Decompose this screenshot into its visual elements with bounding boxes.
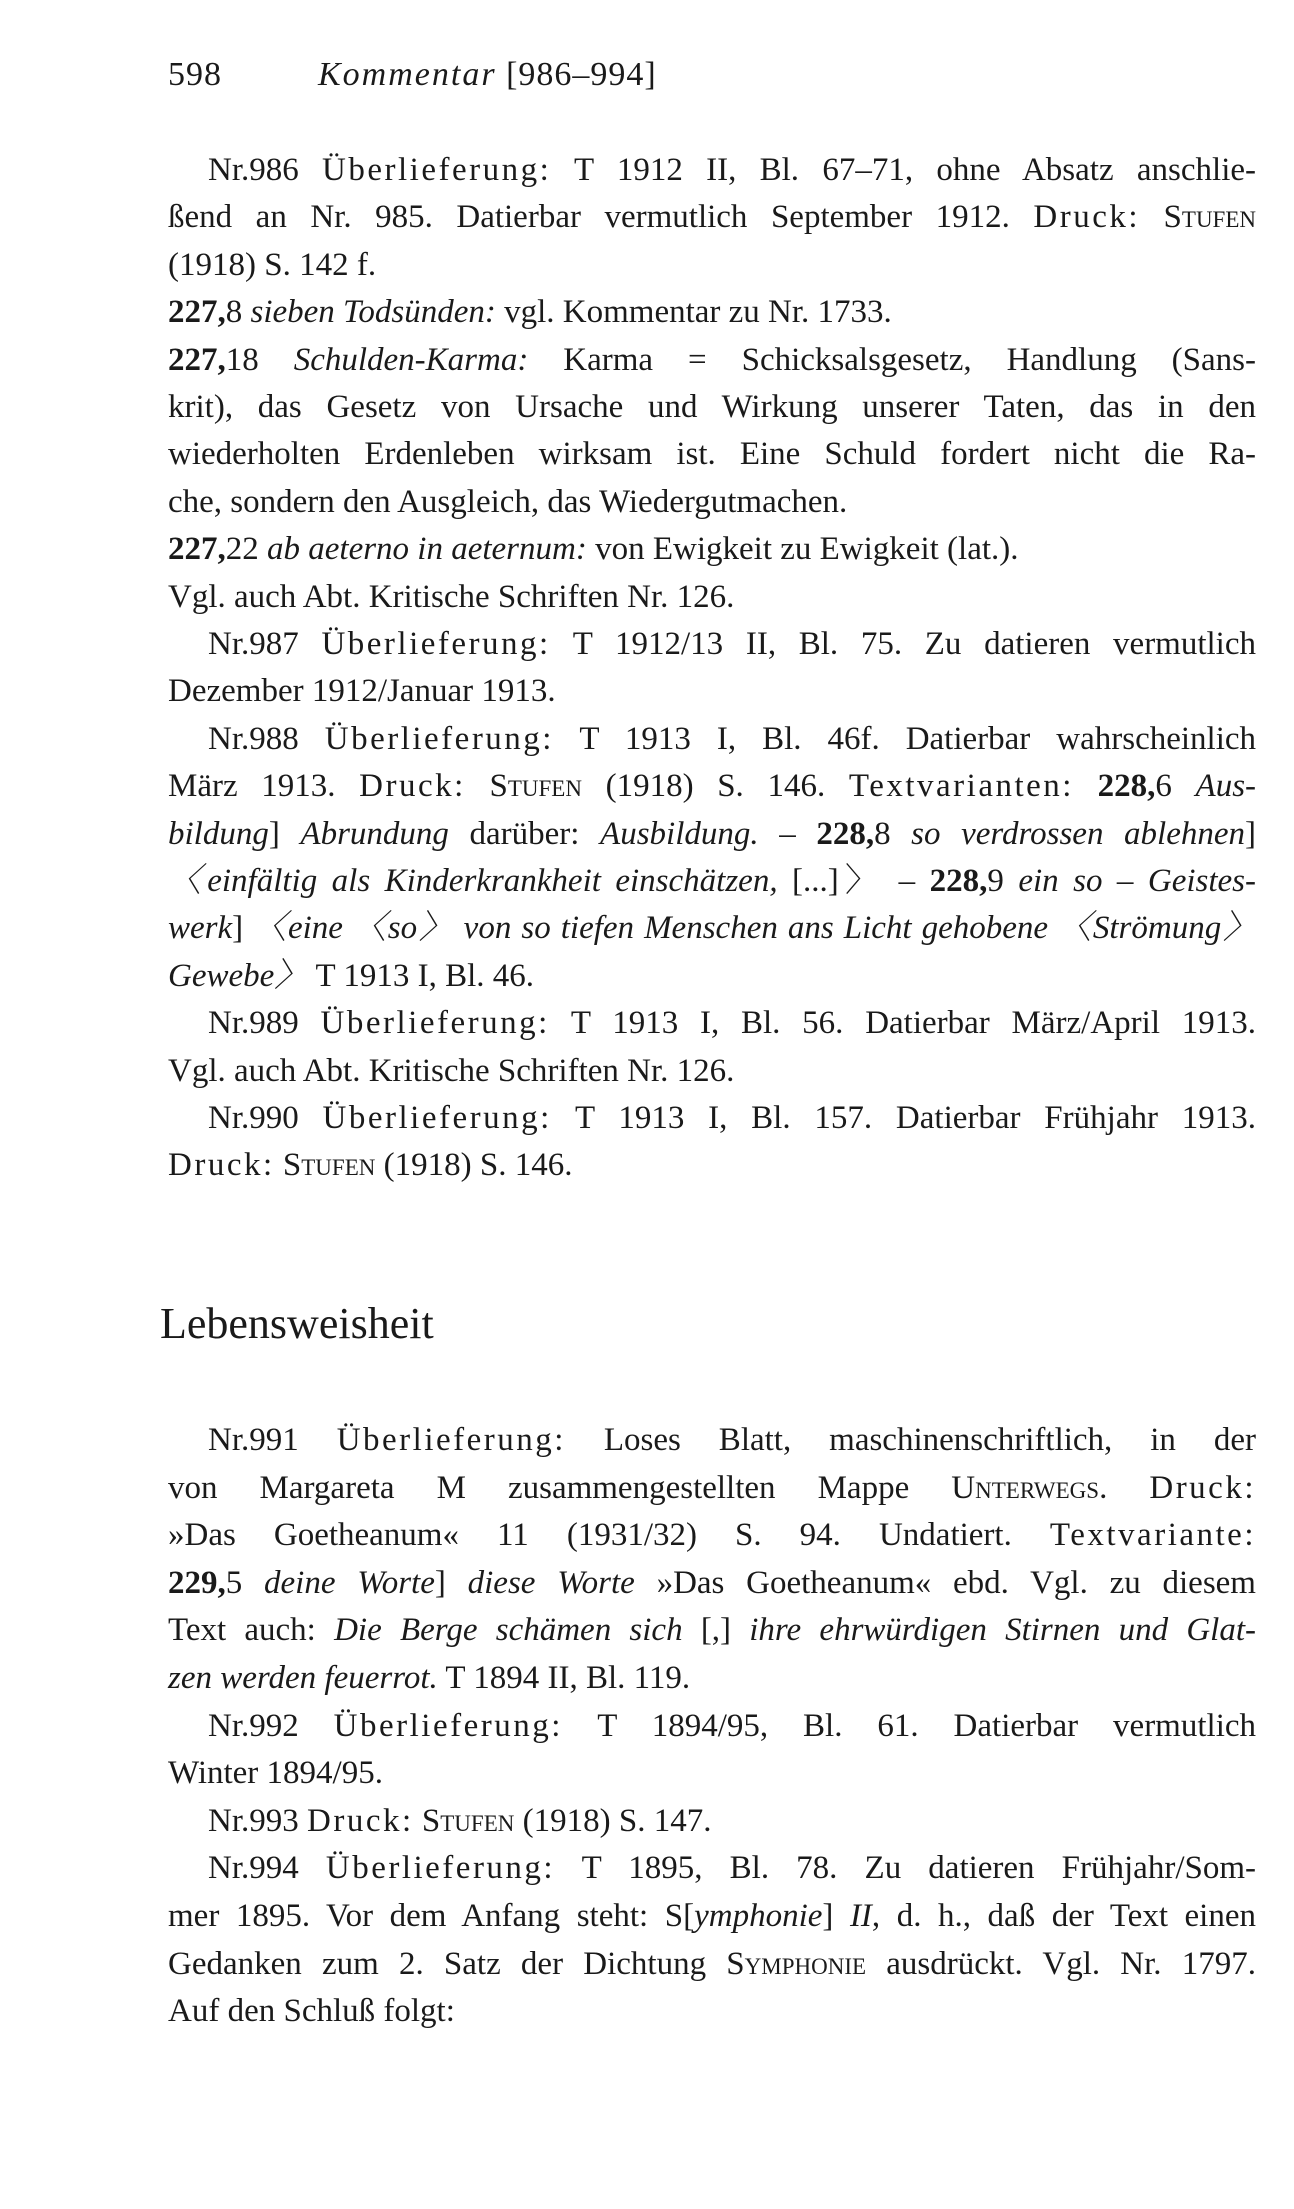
text-line [168,1706,1256,1746]
text-segment: 227, [168,531,226,568]
text-segment: [,] [700,1612,750,1649]
text-segment: Ausbildung. [600,815,759,852]
text-line [168,1563,1256,1603]
running-title: Kommentar [318,56,497,93]
text-segment: Nr.992 [208,1707,334,1744]
text-segment: T 1894 II, Bl. 119. [437,1660,691,1696]
text-segment: 5 [225,1564,265,1601]
text-segment: Überlieferung: [325,1850,556,1887]
text-segment: 228, [929,863,988,899]
text-segment: Druck: [1033,199,1141,236]
text-segment: so verdrossen ablehnen [911,815,1245,852]
text-segment: Stufen [1163,199,1257,236]
text-segment: (1918) S. 147. [514,1802,712,1839]
text-segment: . [1099,1469,1150,1506]
text-segment: 229, [168,1564,226,1601]
text-segment: 228, [816,815,875,852]
text-segment: krit), das Gesetz von Ursache und Wirkung unserer Taten, das in den [168,389,1256,425]
text-segment: – [758,815,817,852]
text-segment: ymphonie [694,1898,823,1934]
text-line [168,245,1256,285]
text-segment: Gedanken zum 2. Satz der Dichtung [168,1945,727,1982]
text-segment: T 1913 I, Bl. 56. Datierbar März/April 1913. [549,1005,1256,1042]
text-segment: Überlieferung: [322,1100,552,1136]
text-segment: , d. h., daß der Text einen [871,1898,1256,1934]
text-segment: II [849,1898,872,1934]
text-line [168,1944,1256,1984]
text-segment: »Das Goetheanum« 11 (1931/32) S. 94. Undatiert. [168,1517,1050,1554]
section-title: Lebensweisheit [160,1299,434,1348]
text-segment: Überlieferung: [324,720,554,757]
text-segment: ] [232,910,254,947]
text-line [168,1848,1256,1888]
text-segment: Nr.987 [208,626,322,662]
text-segment: T 1912 II, Bl. 67–71, ohne Absatz anschlie- [551,152,1257,188]
text-segment: [...]〉 – [792,863,930,899]
text-line [168,719,1256,759]
text-line [168,434,1256,474]
text-line [168,908,1256,948]
text-line [168,1658,1256,1698]
text-segment: sieben Todsünden: [250,294,496,331]
text-segment: zen werden feuerrot. [168,1660,438,1696]
text-segment: T 1895, Bl. 78. Zu datieren Frühjahr/Som- [555,1850,1256,1887]
text-segment: (1918) S. 146. [375,1147,573,1184]
text-segment: Unterwegs [951,1469,1100,1506]
text-segment: vgl. Kommentar zu Nr. 1733. [495,294,892,331]
text-line [168,1515,1256,1555]
text-segment: ab aeterno in aeternum: [267,531,587,568]
text-segment: 18 [225,341,294,378]
text-line [168,1145,1256,1185]
text-line [168,766,1256,806]
text-segment: 〈einfältig als Kinderkrankheit einschätzen, [168,863,793,899]
text-segment: ] [268,815,301,852]
text-segment: Dezember 1912/Januar 1913. [168,673,556,710]
text-segment: Karma = Schicksalsgesetz, Handlung (Sans- [528,341,1256,378]
entry-range: [986–994] [506,56,657,93]
text-line [168,1991,1256,2031]
text-segment: Vgl. auch Abt. Kritische Schriften Nr. 126. [168,578,735,615]
text-segment: von Ewigkeit zu Ewigkeit (lat.). [586,531,1019,568]
text-line [168,340,1256,380]
text-line [168,1003,1256,1043]
text-segment: Druck: [359,768,466,805]
text-segment: März 1913. [168,768,360,805]
text-segment: 8 [225,294,251,331]
page-number: 598 [168,56,222,93]
text-segment: Textvarianten: [848,768,1074,805]
text-segment: ] [434,1564,468,1601]
text-segment: Nr.991 [208,1422,337,1458]
text-segment: deine Worte [264,1564,435,1601]
text-segment: Druck: [307,1802,414,1839]
text-segment: 228, [1097,768,1156,805]
text-segment: wiederholten Erdenleben wirksam ist. Eine Schuld fordert nicht die Ra- [168,436,1256,473]
text-segment: Stufen [421,1802,515,1839]
text-segment: Überlieferung: [322,152,552,188]
text-segment: Nr.993 [208,1802,307,1839]
text-line [168,861,1256,901]
text-segment: Auf den Schluß folgt: [168,1993,455,2030]
text-segment: ßend an Nr. 985. Datierbar vermutlich September 1912. [168,199,1034,236]
text-segment: Vgl. auch Abt. Kritische Schriften Nr. 126. [168,1052,735,1089]
text-segment: mer 1895. Vor dem Anfang steht: S[ [168,1898,695,1934]
text-segment: bildung [168,815,269,852]
text-segment: diese Worte [467,1564,635,1601]
text-segment: 8 [874,815,912,852]
text-segment: T 1912/13 II, Bl. 75. Zu datieren vermutlich [550,626,1256,662]
text-line [168,624,1256,664]
text-segment: Text auch: [168,1612,335,1649]
text-line [168,956,1256,996]
text-segment: Überlieferung: [336,1422,566,1458]
text-segment: Stufen [489,768,582,805]
text-line [168,292,1256,332]
text-line [168,1098,1256,1138]
text-segment: Überlieferung: [333,1707,563,1744]
text-segment: Stufen [282,1147,376,1184]
text-segment: darüber: [448,815,601,852]
text-line [168,1801,1256,1841]
text-line [168,150,1256,190]
text-segment: Druck: [1149,1469,1256,1506]
text-segment: »Das Goetheanum« ebd. Vgl. zu diesem [634,1564,1256,1601]
text-segment: Winter 1894/95. [168,1755,383,1792]
text-segment: 6 [1155,768,1196,805]
text-segment: werk [168,910,233,947]
text-segment: ein so – Geistes- [1018,863,1256,899]
text-segment: Abrundung [300,815,449,852]
text-line [168,671,1256,711]
text-segment: T 1913 I, Bl. 46. [307,957,535,994]
text-line [168,529,1256,569]
text-line [168,1896,1256,1936]
text-segment: (1918) S. 142 f. [168,246,377,283]
text-line [168,814,1256,854]
text-segment: T 1913 I, Bl. 46f. Datierbar wahrscheinlich [553,720,1257,757]
text-segment: Überlieferung: [321,626,551,662]
text-segment: T 1894/95, Bl. 61. Datierbar vermutlich [562,1707,1257,1744]
text-segment: 227, [168,341,226,378]
text-segment [275,1147,283,1183]
text-segment: Symphonie [726,1945,867,1982]
text-segment: ihre ehrwürdigen Stirnen und Glat- [749,1612,1256,1649]
text-segment [1074,768,1098,804]
text-line [168,482,1256,522]
text-line [168,1051,1256,1091]
text-segment: ausdrückt. Vgl. Nr. 1797. [866,1945,1257,1982]
text-segment: Loses Blatt, maschinenschriftlich, in der [565,1422,1256,1458]
text-line [168,1468,1256,1508]
text-segment: 〈eine 〈so〉 von so tiefen Menschen ans Licht gehobene 〈Strömung〉 [253,910,1256,947]
text-segment: Nr.986 [208,152,323,188]
text-segment: Textvariante: [1049,1517,1256,1554]
text-segment: 9 [987,863,1019,899]
text-segment: che, sondern den Ausgleich, das Wiedergutmachen. [168,483,848,520]
text-segment: Druck: [168,1147,275,1184]
text-segment [1140,199,1164,235]
running-header [168,56,657,94]
text-segment: ] [1245,815,1256,852]
text-line [168,387,1256,427]
text-segment: Nr.994 [208,1850,326,1887]
text-line [168,1610,1256,1650]
text-segment: Nr.990 [208,1100,323,1136]
text-line [168,1420,1256,1460]
text-segment: (1918) S. 146. [581,768,849,805]
text-segment: Schulden-Karma: [293,341,529,378]
text-segment: Gewebe〉 [168,957,308,994]
text-line [168,577,1256,617]
text-segment: Nr.989 [208,1005,321,1042]
text-segment: Die Berge schämen sich [334,1612,701,1649]
text-segment: ] [822,1898,850,1934]
text-segment: 22 [225,531,267,568]
text-segment [466,768,490,804]
text-line [168,1753,1256,1793]
text-line [168,197,1256,237]
text-segment: Nr.988 [208,720,325,757]
text-segment [414,1803,422,1839]
text-segment: T 1913 I, Bl. 157. Datierbar Frühjahr 1913. [551,1100,1256,1136]
text-segment: von Margareta M zusammengestellten Mappe [168,1469,952,1506]
text-segment: 227, [168,294,226,331]
text-segment: Aus- [1195,768,1257,805]
text-segment: Überlieferung: [320,1005,550,1042]
